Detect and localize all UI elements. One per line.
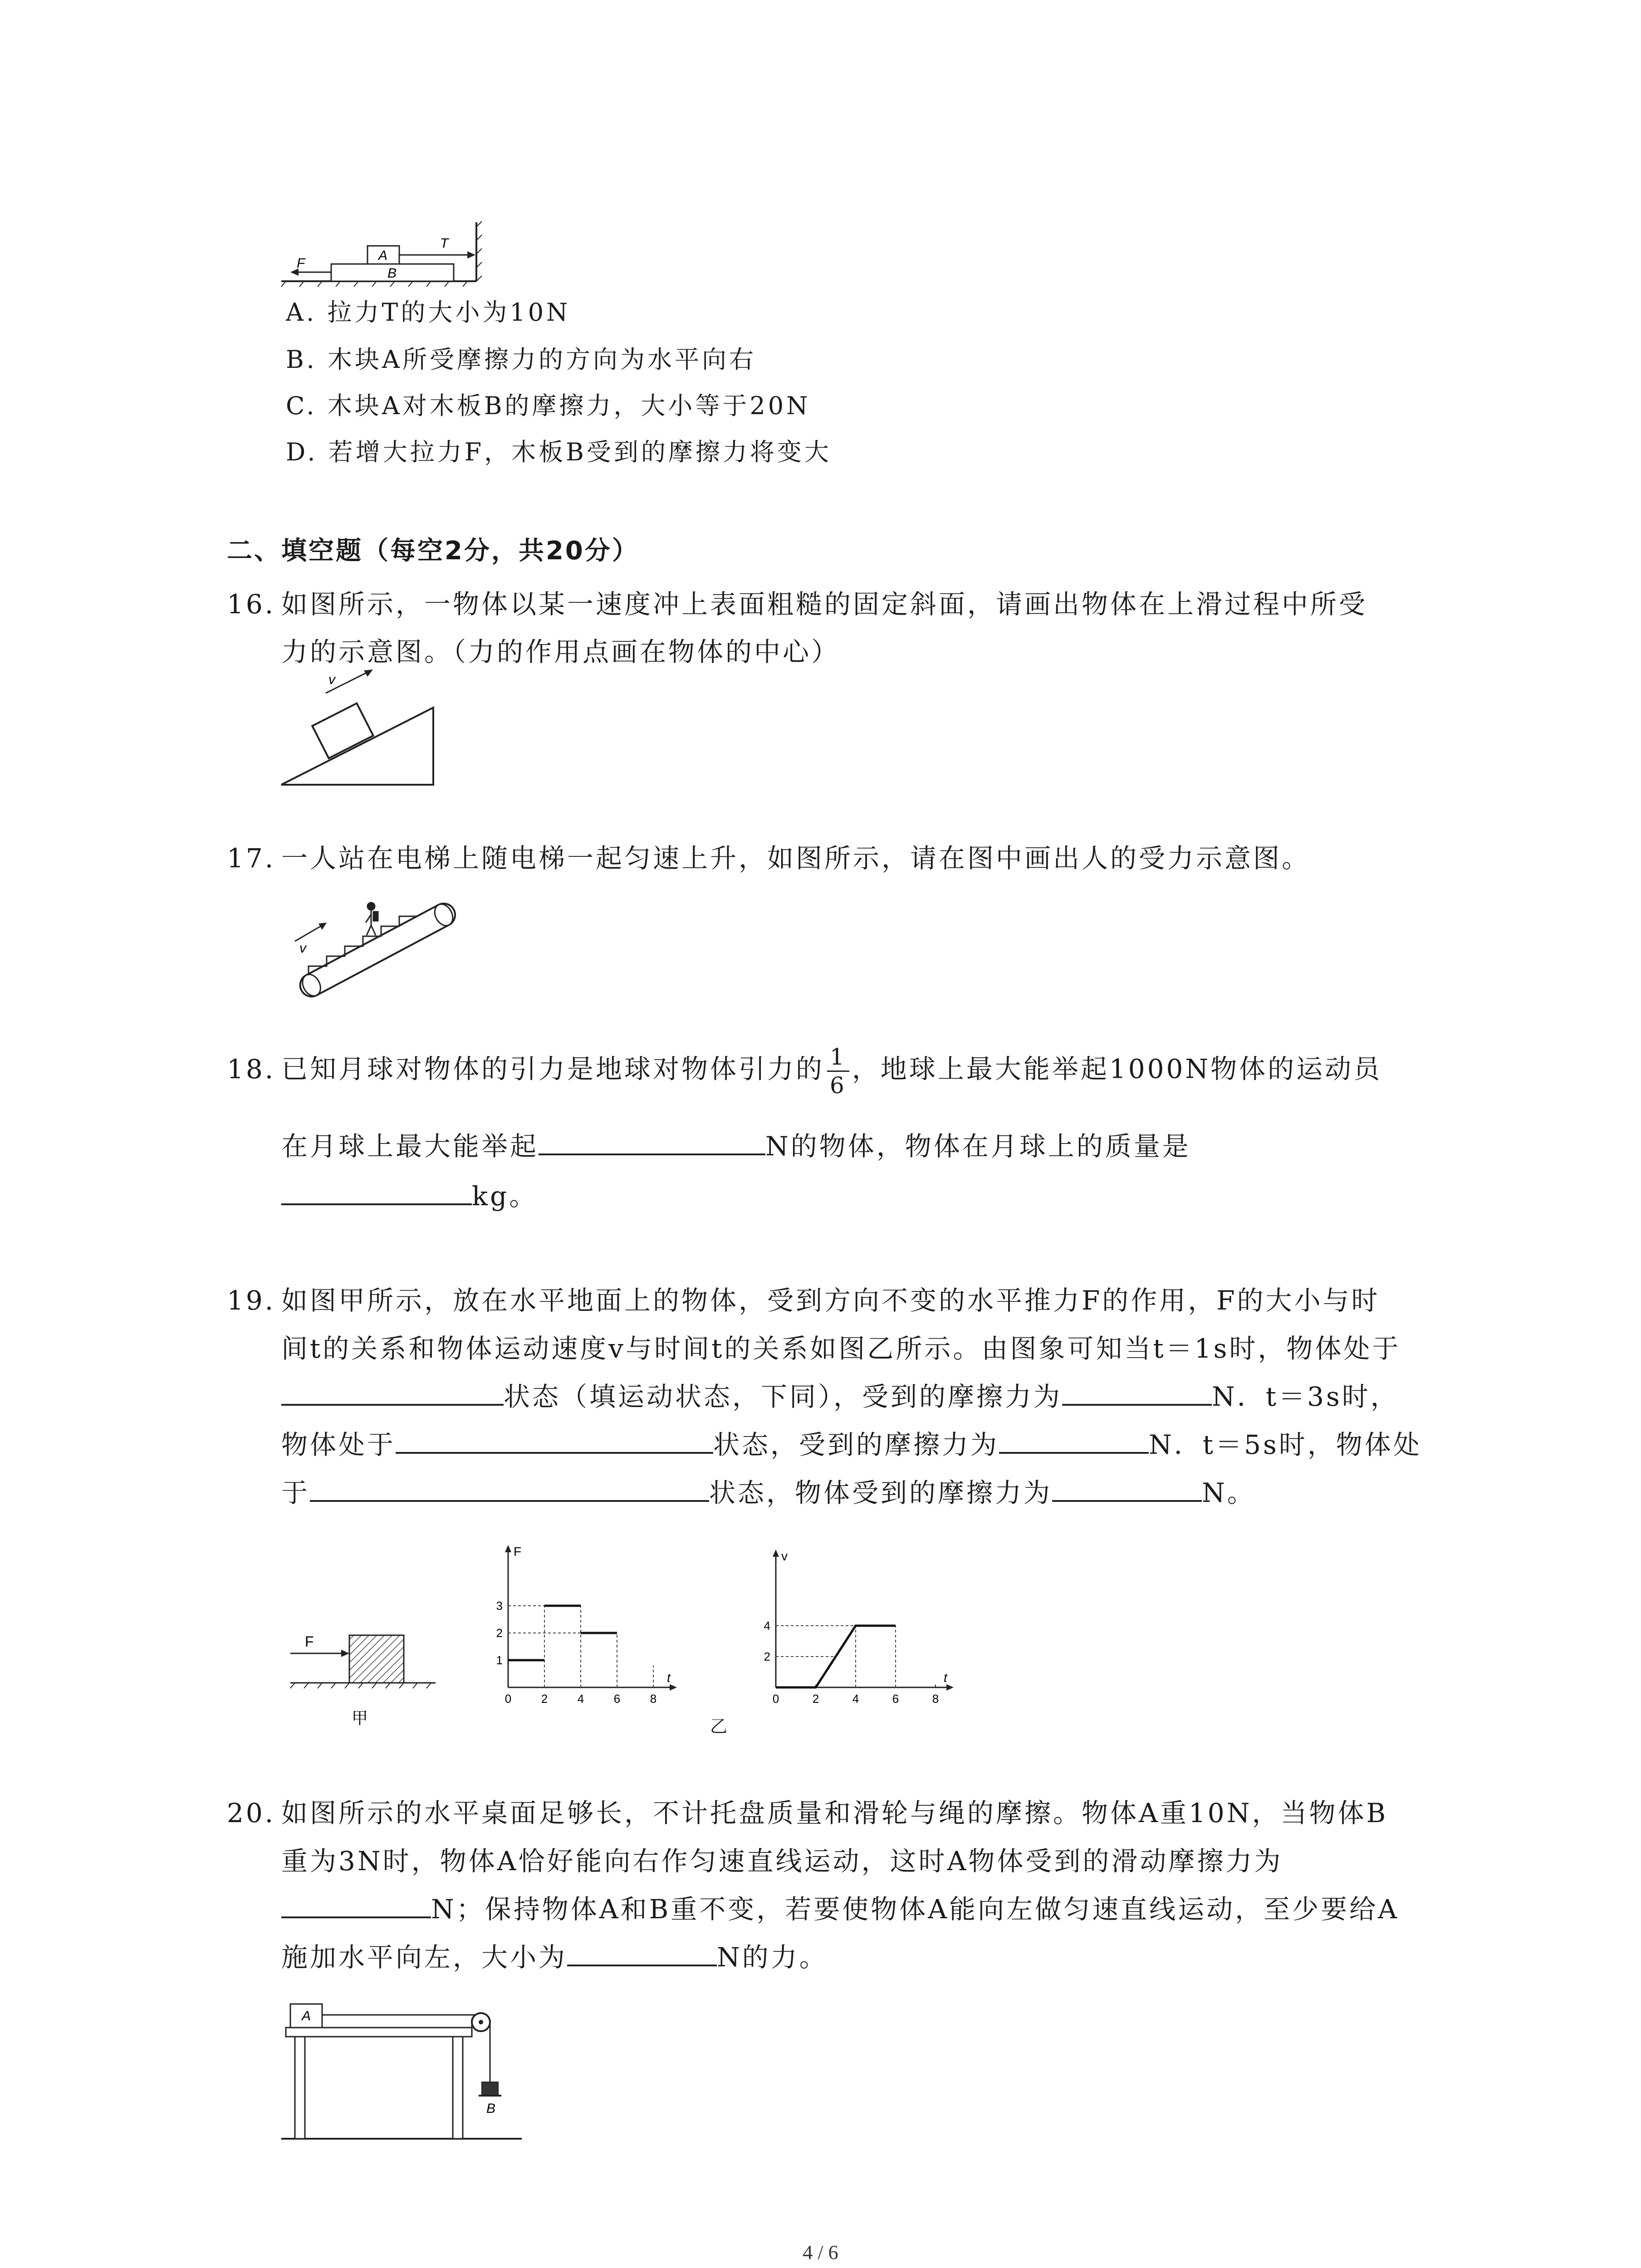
q16-incline-figure [277, 667, 440, 794]
q19-blank-2[interactable] [1062, 1378, 1212, 1406]
q15-option-d: D. 若增大拉力F，木板B受到的摩擦力将变大 [286, 438, 832, 466]
person-icon [366, 903, 378, 935]
y-axis-arrow [505, 1545, 511, 1552]
table-top [286, 2028, 472, 2037]
q19-chart-f-t [490, 1542, 681, 1706]
y-axis-label: v [781, 1549, 788, 1563]
q18-line1: 18. 已知月球对物体的引力是地球对物体引力的 $\frac{1}{6}$ ，地球上最大能举起1000N物体的运动员 [227, 1044, 1382, 1099]
x-tick-label: 2 [812, 1692, 819, 1706]
q19-jia-label: 甲 [352, 1709, 368, 1727]
q19-blank-6[interactable] [1052, 1475, 1202, 1502]
q19-f-label: F [305, 1633, 314, 1650]
page-number: 4 / 6 [803, 2241, 838, 2263]
q19-line4: 物体处于 状态，受到的摩擦力为 N．t＝5s时，物体处 [281, 1423, 1422, 1461]
q19-number: 19. [227, 1285, 276, 1316]
x-tick-label: 6 [892, 1692, 899, 1706]
q19-line5: 于 状态，物体受到的摩擦力为 N。 [281, 1471, 1256, 1510]
v-series-line [776, 1626, 896, 1687]
q20-number: 20. [227, 1798, 276, 1828]
q20-line3: N；保持物体A和B重不变，若要使物体A能向左做匀速直线运动，至少要给A [281, 1888, 1399, 1926]
q17-escalator-figure [281, 880, 472, 998]
label-f: F [297, 256, 305, 271]
section-title: 二、填空题（每空2分，共20分） [227, 536, 639, 566]
x-tick-label: 2 [541, 1692, 548, 1706]
q16-line2: 力的示意图。（力的作用点画在物体的中心） [281, 636, 840, 667]
label-b: B [387, 266, 397, 281]
q20-blank-2[interactable] [567, 1939, 717, 1966]
q18-line3: kg。 [281, 1175, 538, 1213]
y-tick-label: 3 [496, 1599, 503, 1613]
label-t: T [440, 236, 449, 251]
y-tick-label: 2 [496, 1626, 503, 1640]
q15-option-a: A. 拉力T的大小为10N [286, 298, 571, 327]
q15-option-b: B. 木块A所受摩擦力的方向为水平向右 [286, 345, 757, 374]
y-tick-label: 1 [496, 1653, 503, 1667]
q20-line2: 重为3N时，物体A恰好能向右作匀速直线运动，这时A物体受到的滑动摩擦力为 [281, 1846, 1283, 1877]
x-tick-label: 4 [852, 1692, 859, 1706]
q18-blank-1[interactable] [539, 1128, 765, 1155]
q15-option-c: C. 木块A对木板B的摩擦力，大小等于20N [286, 391, 811, 420]
q18-number: 18. [227, 1053, 276, 1085]
x-tick-label: 4 [577, 1692, 584, 1706]
q17-v-label: v [299, 941, 306, 956]
q16-number: 16. [227, 589, 276, 620]
q19-line2: 间t的关系和物体运动速度v与时间t的关系如图乙所示。由图象可知当t＝1s时，物体处于 [281, 1333, 1401, 1364]
y-tick-label: 4 [764, 1619, 770, 1633]
q19-blank-4[interactable] [999, 1427, 1149, 1454]
x-axis-label: t [944, 1671, 947, 1685]
q19-line1: 19. 如图甲所示，放在水平地面上的物体，受到方向不变的水平推力F的作用，F的大小与时 [227, 1285, 1380, 1316]
q17-line1: 17. 一人站在电梯上随电梯一起匀速上升，如图所示，请在图中画出人的受力示意图。 [227, 843, 1311, 874]
q19-blank-1[interactable] [281, 1378, 504, 1406]
block-b [482, 2082, 498, 2096]
q20-b-label: B [486, 2101, 496, 2116]
q19-blank-5[interactable] [310, 1475, 709, 1502]
x-tick-label: 8 [650, 1692, 657, 1706]
q16-v-label: v [328, 672, 335, 687]
q19-line3: 状态（填运动状态，下同），受到的摩擦力为 N．t＝3s时， [281, 1375, 1399, 1413]
hatched-block [349, 1635, 404, 1683]
y-tick-label: 2 [764, 1650, 770, 1663]
q17-number: 17. [227, 843, 276, 874]
q18-fraction: $\frac{1}{6}$ [827, 1043, 849, 1099]
y-axis-arrow [773, 1549, 779, 1557]
x-axis-arrow [670, 1684, 677, 1691]
q20-line1: 20. 如图所示的水平桌面足够长，不计托盘质量和滑轮与绳的摩擦。物体A重10N，当物体B [227, 1798, 1388, 1828]
q19-figure-jia [281, 1615, 445, 1733]
x-axis-arrow [946, 1684, 954, 1691]
q20-a-label: A [302, 2009, 311, 2024]
q20-blank-1[interactable] [281, 1891, 431, 1918]
x-tick-label: 8 [932, 1692, 939, 1706]
q20-line4: 施加水平向左，大小为 N的力。 [281, 1936, 828, 1974]
q19-chart-v-t [749, 1547, 957, 1706]
label-a: A [378, 248, 388, 263]
q18-line2: 在月球上最大能举起 N的物体，物体在月球上的质量是 [281, 1125, 1191, 1163]
x-tick-label: 0 [772, 1692, 779, 1706]
q15-figure [277, 218, 495, 290]
y-axis-label: F [514, 1545, 522, 1559]
q18-blank-2[interactable] [281, 1178, 472, 1205]
q19-yi-label: 乙 [710, 1716, 730, 1736]
q20-table-figure [277, 1991, 531, 2146]
q16-line1: 16. 如图所示，一物体以某一速度冲上表面粗糙的固定斜面，请画出物体在上滑过程中所受 [227, 589, 1368, 620]
x-tick-label: 0 [505, 1692, 512, 1706]
q19-blank-3[interactable] [396, 1427, 713, 1454]
x-axis-label: t [667, 1671, 671, 1685]
x-tick-label: 6 [613, 1692, 621, 1706]
